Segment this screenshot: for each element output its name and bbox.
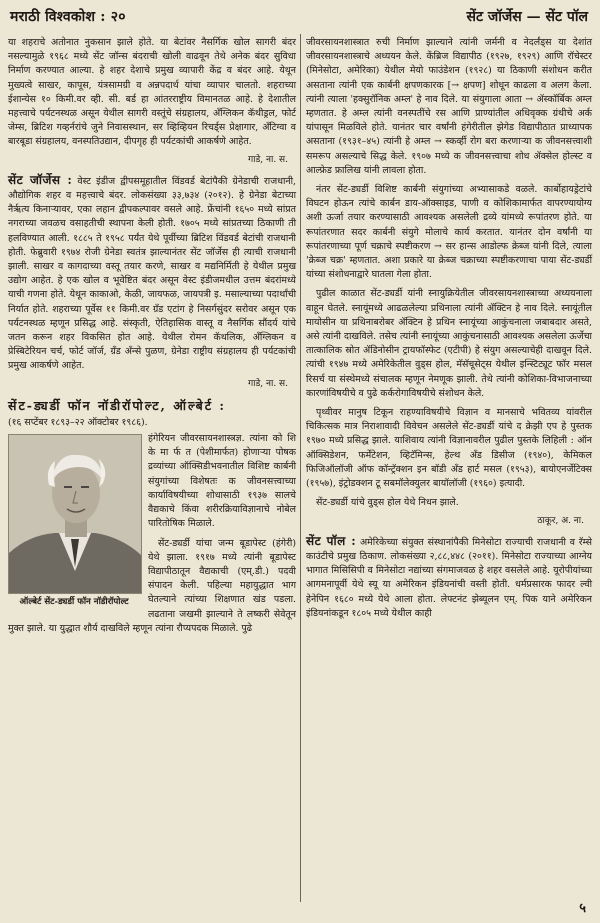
author-signature: ठाकूर, अ. ना.	[537, 515, 584, 526]
author-signature: गाडे, ना. स.	[248, 154, 288, 165]
article-paragraph: नंतर सेंट-ड्यर्डी विशिष्ट कार्बनी संयुगांच्या अभ्यासाकडे वळले. कार्बोहायड्रेटांचे विघटन होऊन त्यांचे कार्बन डाय-ऑक्साइड, पाणी व कोशिकामार्फत वापरण्यायोग्य अशी ऊर्जा तयार करण्यासाठी आवश्यक असलेली द्रव्ये यांमध्ये रूपांतरण होते. या रूपांतरणात सदर कार्बनी संयुगे मोलाचे कार्य करतात. यानंतर दोन वर्षांनी या रूपांतरणाच्या पूर्ण चक्राचे स्पष्टीकरण → सर हान्स आडोल्फ क्रेब्ज यांनी दिले, त्याला 'क्रेब्ज चक्र' म्हणतात. अशा प्रकारे या क्रेब्ज चक्राच्या स्पष्टीकरणाचा पाया सेंट-ड्यर्डी यांच्या संशोधनाद्वारे घातला गेला होता.	[306, 184, 592, 281]
article-paragraph: सेंट-ड्यर्डी यांचा जन्म बूडापेस्ट (हंगेरी) येथे झाला. १९१७ मध्ये त्यांनी बूडापेस्ट विद्यापीठातून वैद्यकाची (एम्.डी.) पदवी संपादन केली. पहिल्या महायुद्धात भाग घेतल्याने त्यांच्या शिक्षणात खंड पडला. लढताना जखमी झाल्याने ते लष्करी सेवेतून मुक्त झाले. या युद्धात शौर्य दाखविले म्हणून त्यांना रौप्यपदक मिळाले. पुढे	[8, 537, 296, 634]
article-paragraph: सेंट-ड्यर्डी यांचे वुड्स होल येथे निधन झाले.	[316, 497, 459, 509]
right-column	[306, 36, 592, 626]
article-entry-st-paul	[306, 534, 592, 621]
portrait-photo	[8, 434, 142, 594]
left-column	[8, 36, 296, 641]
article-paragraph: वेस्ट इंडीज द्वीपसमूहातील विंडवर्ड बेटांपैकी ग्रेनेडाची राजधानी, औद्योगिक शहर व महत्त्वाचे बंदर. लोकसंख्या ३३,७३४ (२०१२). हे ग्रेनेडा बेटाच्या नैर्ऋत्य किनाऱ्यावर, एका लहान द्वीपकल्पावर वसले आहे. फ्रेंचांनी १६५० मध्ये सांप्रत नगराच्या जवळच वसाहतीची स्थापना केली होती. १७०५ मध्ये सांप्रतच्या ठिकाणी ती हलविण्यात आली. १८८५ ते १९५८ पर्यंत येथे पूर्वीच्या ब्रिटिश विंडवर्ड बेटांची राजधानी होती. फेब्रुवारी १९७४ रोजी ग्रेनेडा स्वतंत्र झाल्यानंतर सेंट जॉर्जेस ही त्याची राजधानी झाली. साखर व कागदाच्या वस्तू तयार करणे, साखर व मद्यनिर्मिती हे येथील प्रमुख उद्योग आहेत. हे एक खोल व भूवेष्टित बंदर असून वेस्ट इंडीजमधील उत्तम बंदरांमध्ये याची गणना होते. येथून काकाओ, केळी, जायफळ, जायपत्री इ. मसाल्याच्या पदार्थांची निर्यात होते. शहराच्या पूर्वेस ११ किमी.वर ग्रँड एटांग हे निसर्गसुंदर सरोवर असून एक पर्यटनस्थळ म्हणून प्रसिद्ध आहे. संस्कृती, ऐतिहासिक वास्तू व नैसर्गिक सौंदर्य यांचे जतन करून शहर विकसित होत आहे. येथील रोमन कॅथलिक, अँग्लिकन व प्रेस्बिटेरियन चर्च, फोर्ट जॉर्ज, ग्रँड अँन्से पुळण, ग्रेनेडा राष्ट्रीय संग्रहालय ही पर्यटकांची प्रमुख आकर्षणे आहेत.	[8, 175, 296, 372]
column-divider	[300, 34, 301, 902]
article-paragraph: या शहराचे अतोनात नुकसान झाले होते. या बेटांवर नैसर्गिक खोल सागरी बंदर नसल्यामुळे १९६८ मध्ये सेंट जॉन्स बंदराची खोली वाढवून तेथे अनेक बंदर सुविधा निर्माण करण्यात आल्या. हे शहर देशाचे प्रमुख व्यापारी केंद्र व बंदर आहे. येथून मुख्यत्वे साखर, कापूस, यंत्रसामग्री व अन्नपदार्थ यांचा व्यापार चालतो. शहराच्या ईशान्येस १० किमी.वर व्ही. सी. बर्ड हा आंतरराष्ट्रीय विमानतळ आहे. हे देशातील महत्त्वाचे पर्यटनस्थळ असून येथील सागरी वस्तूंचे संग्रहालय, अँग्लिकन कॅथीड्रल, फोर्ट जेम्स, ब्रिटिश गव्हर्नरांचे जुने निवासस्थान, सर व्हिव्हियन रिचर्ड्स प्रेक्षागार, अँटिग्वा व बारबूडा संग्रहालय, वनस्पतिउद्यान, दीपगृह ही पर्यटकांची आकर्षणे आहेत.	[8, 37, 296, 148]
article-paragraph: पृथ्वीवर मानुष टिकून राहण्याविषयीचे विज्ञान व मानसाचे भवितव्य यांवरील चिकित्सक मात्र निराशावादी विवेचन असलेले सेंट-ड्यर्डी यांचे द क्रेझी एप हे पुस्तक १९७० मध्ये प्रसिद्ध झाले. याशिवाय त्यांनी विज्ञानावरील पुढील पुस्तके लिहिली : ऑन ऑक्सिडेशन, फर्मेंटेशन, व्हिटॅमिन्स, हेल्थ अँड डिसीज (१९४०), केमिकल फिजिऑलॉजी ऑफ कॉन्ट्रॅक्शन इन बॉडी अँड हार्ट मसल (१९५३), बायोएनर्जेटिक्स (१९५७), इंट्रोडक्शन टू सबमॉलेक्युलर बायॉलॉजी (१९६०) इत्यादी.	[306, 407, 592, 490]
article-entry-st-georges	[8, 173, 296, 374]
header-volume-title: मराठी विश्वकोश : २०	[10, 9, 126, 25]
header-entry-range: सेंट जॉर्जेस — सेंट पॉल	[466, 9, 588, 25]
article-paragraph: अमेरिकेच्या संयुक्त संस्थानांपैकी मिनेसोटा राज्याची राजधानी व रॅम्से काउंटीचे प्रमुख ठिकाण. लोकसंख्या २,८८,४४८ (२०११). मिनेसोटा राज्याच्या आग्नेय भागात मिसिसिपी व मिनेसोटा नद्यांच्या संगमाजवळ हे शहर वसलेले आहे. यूरोपीयांच्या आगमनापूर्वी येथे स्यू या अमेरिकन इंडियनांची वस्ती होती. धर्मप्रसारक फादर ल्वी हेनेपिन १६८० मध्ये येथे आला होता. लेफ्टनंट झेब्यूलन एम्. पिक याने अमेरिकन इंडियनांकडून १८०५ मध्ये येथील काही	[306, 536, 592, 619]
photo-caption: ऑल्बेर्ट सेंट-ड्यर्डी फॉन नॉडीरॉपोल्ट	[19, 597, 129, 608]
entry-heading: सेंट पॉल :	[306, 533, 357, 548]
entry-heading-szent-gyorgyi: सेंट-ड्यर्डी फॉन नॉडीरॉपोल्ट, ऑल्बेर्ट :	[8, 397, 227, 413]
article-paragraph: पुढील काळात सेंट-ड्यर्डी यांनी स्नायुक्रियेतील जीवरसायनशास्त्राच्या अध्ययनाला वाहून घेतले. स्नायूंमध्ये आढळलेल्या प्रथिनाला त्यांनी ॲक्टिन हे नाव दिले. स्नायूंतील मायोसीन या प्रथिनाबरोबर ॲक्टिन हे प्रथिन स्नायूंच्या आकुंचनाला जबाबदार असते, असे त्यांनी दाखविले. तसेच त्यांनी स्नायूंच्या आकुंचनासाठी आवश्यक असलेला ऊर्जेचा तात्कालिक स्रोत ॲडिनोसीन ट्रायफॉस्फेट (एटीपी) हे संयुग असल्याचेही दाखवून दिले. त्यांची १९४७ मध्ये अमेरिकेतील वुड्स होल, मॅसॅचूसेट्स येथील इन्स्टिट्यूट फॉर मसल रिसर्च या संस्थेमध्ये संचालक म्हणून नेमणूक झाली. तेथे त्यांनी कोशिका-विभाजनाच्या कारणांविषयीचे व पुढे कर्करोगाविषयीचे संशोधन केले.	[306, 288, 592, 399]
author-signature: गाडे, ना. स.	[248, 378, 288, 389]
entry-heading: सेंट जॉर्जेस :	[8, 172, 73, 187]
article-paragraph: जीवरसायनशास्त्रात रुची निर्माण झाल्याने त्यांनी जर्मनी व नेदर्लंड्स या देशांत जीवरसायनशास्त्राचे अध्ययन केले. केंब्रिज विद्यापीठ (१९२७, १९२९) आणि रॉचेस्टर (मिनेसोटा, अमेरिका) येथील मेयो फाउंडेशन (१९२८) या ठिकाणी संशोधन करीत असताना त्यांनी एक कार्बनी क्षपणकारक [→ क्षपण] शोधून काढला व अलग केला. त्यांनी त्याला 'हक्सुरॉनिक अम्ल' हे नाव दिले. या संयुगाला आता → ॲस्कॉर्बिक अम्ल म्हणतात. हे अम्ल त्यांनी वनस्पतींचे रस आणि प्राण्यांतील अधिवृक्क ग्रंथीचे अर्क यांपासून मिळविले होते. यानंतर चार वर्षांनी हंगेरीतील झेगेड विद्यापीठात प्राध्यापक असताना (१९३१–४५) त्यांनी हे अम्ल → स्कर्व्ही रोग बरा करणाऱ्या क जीवनसत्त्वाशी समरूप असल्याचे सिद्ध केले. १९०७ मध्ये क जीवनसत्त्वाचा शोध ॲक्सेल होल्स्ट व आल्फ्रेड फ्रालिख यांनी लावला होता.	[306, 37, 592, 176]
portrait-illustration	[9, 435, 141, 593]
entry-dates: (१६ सप्टेंबर १८९३–२२ ऑक्टोबर १९८६).	[8, 416, 148, 428]
portrait-figure	[8, 434, 140, 608]
article-paragraph: हंगेरियन जीवरसायनशास्त्रज्ञ. त्यांना को शि के मा र्फ त (पेशीमार्फत) होणाऱ्या पोषक द्रव्यांच्या ऑक्सिडीभवनातील विशिष्ट कार्बनी संयुगांच्या विशेषतः क जीवनसत्त्वाच्या कार्याविषयीच्या शोधासाठी १९३७ सालचे वैद्यकाचे किंवा शरीरक्रियाविज्ञानाचे नोबेल पारितोषिक मिळाले.	[148, 433, 296, 530]
page-number: ५	[579, 901, 586, 916]
